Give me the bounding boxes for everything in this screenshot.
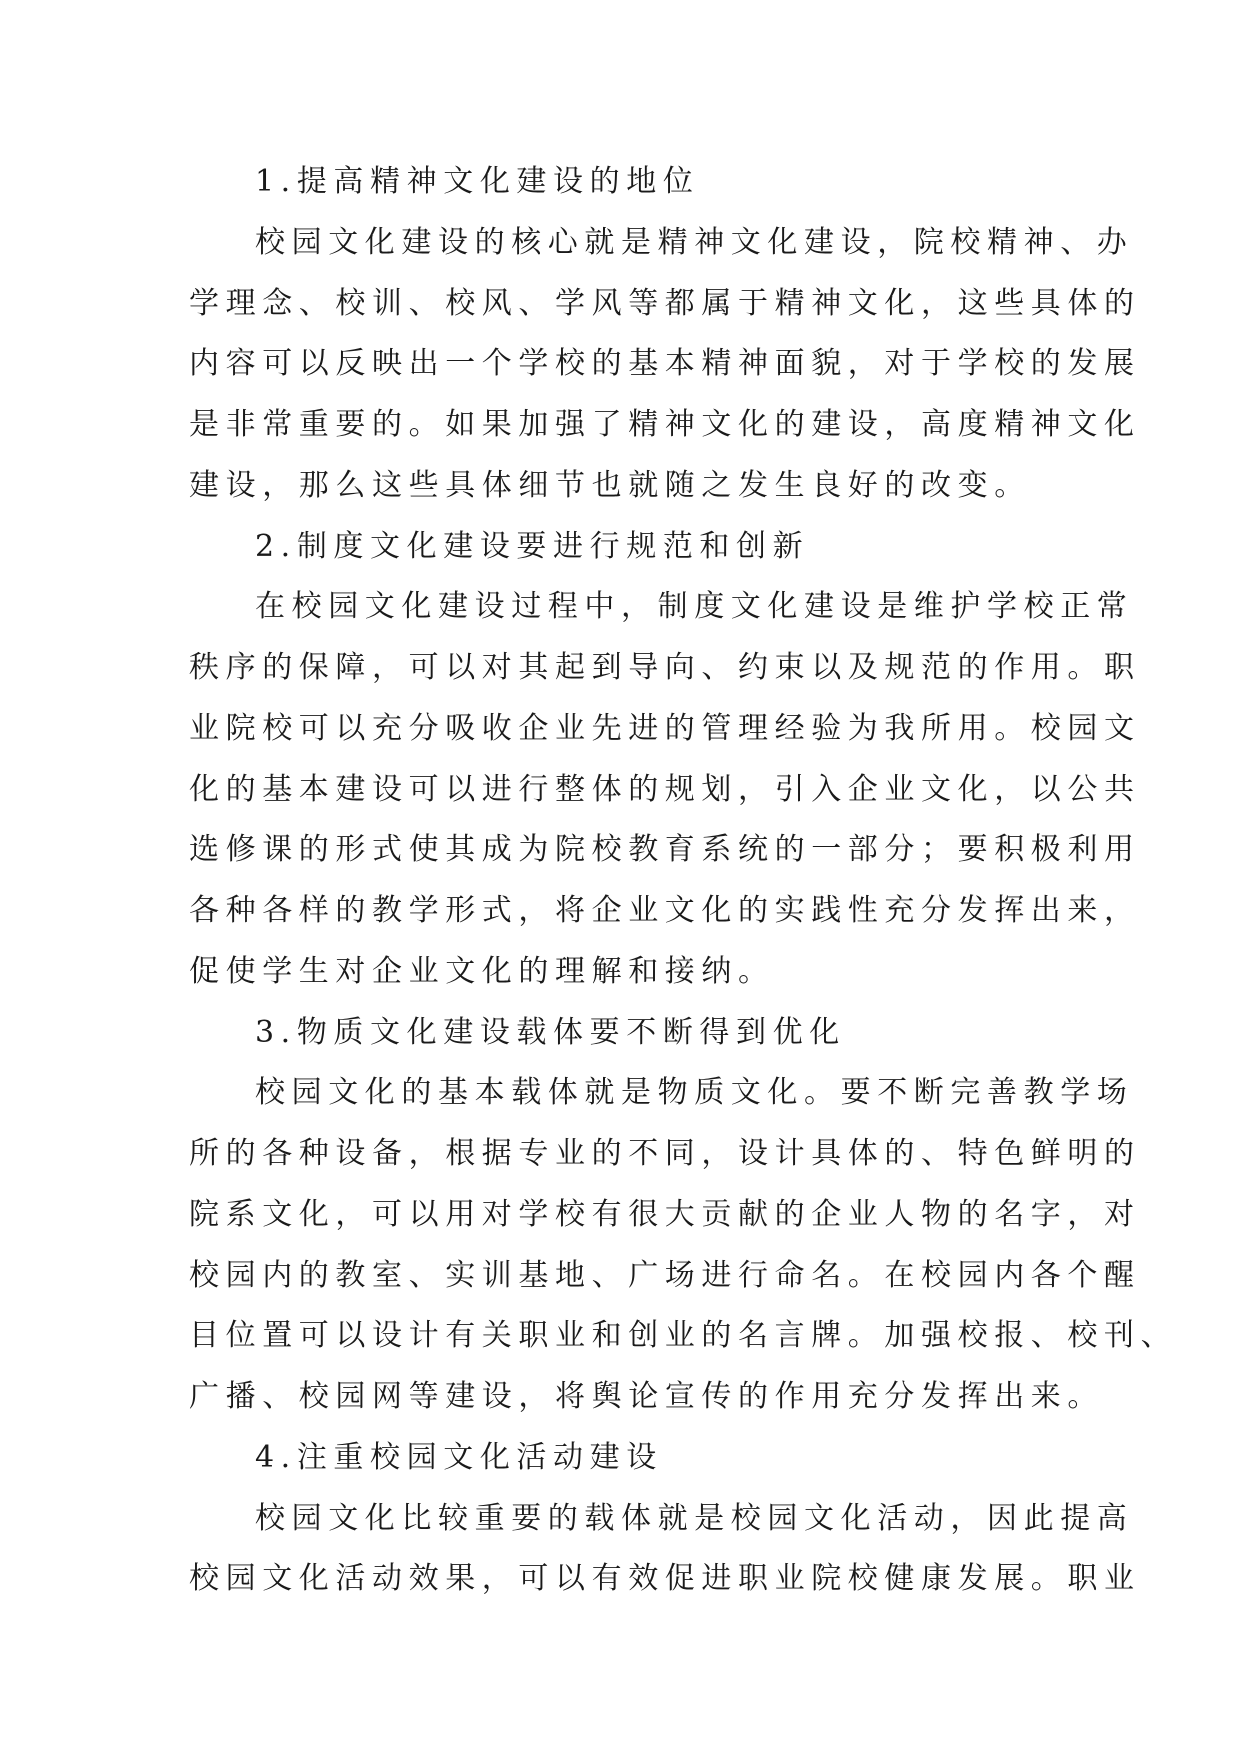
document-body xyxy=(189,152,1178,1610)
paragraph-line: 选修课的形式使其成为院校教育系统的一部分；要积极利用 xyxy=(189,832,1141,868)
paragraph-1 xyxy=(189,213,1141,517)
paragraph-line: 是非常重要的。如果加强了精神文化的建设，高度精神文化 xyxy=(189,407,1141,442)
paragraph-line: 校园文化比较重要的载体就是校园文化活动，因此提高 xyxy=(255,1500,1134,1536)
heading-line: 3.物质文化建设载体要不断得到优化 xyxy=(255,1014,846,1050)
paragraph-line: 所的各种设备，根据专业的不同，设计具体的、特色鲜明的 xyxy=(189,1136,1141,1171)
section-heading-4 xyxy=(189,1428,1069,1489)
paragraph-line: 学理念、校训、校风、学风等都属于精神文化，这些具体的 xyxy=(189,285,1141,321)
paragraph-line: 校园文化活动效果，可以有效促进职业院校健康发展。职业 xyxy=(189,1561,1141,1597)
paragraph-line: 业院校可以充分吸收企业先进的管理经验为我所用。校园文 xyxy=(189,710,1141,746)
paragraph-line: 校园文化的基本载体就是物质文化。要不断完善教学场 xyxy=(255,1075,1134,1111)
paragraph-line: 内容可以反映出一个学校的基本精神面貌，对于学校的发展 xyxy=(189,346,1141,382)
paragraph-2 xyxy=(189,577,1141,1002)
paragraph-line: 秩序的保障，可以对其起到导向、约束以及规范的作用。职 xyxy=(189,650,1141,685)
paragraph-line: 校园内的教室、实训基地、广场进行命名。在校园内各个醒 xyxy=(189,1257,1141,1293)
paragraph-line: 广播、校园网等建设，将舆论宣传的作用充分发挥出来。 xyxy=(189,1379,1104,1414)
paragraph-3 xyxy=(189,1063,1178,1428)
section-heading-1 xyxy=(189,152,1069,213)
paragraph-4 xyxy=(189,1489,1141,1611)
heading-line: 2.制度文化建设要进行规范和创新 xyxy=(255,528,810,564)
section-heading-3 xyxy=(189,1003,1069,1064)
paragraph-line: 化的基本建设可以进行整体的规划，引入企业文化，以公共 xyxy=(189,771,1141,807)
paragraph-line: 在校园文化建设过程中，制度文化建设是维护学校正常 xyxy=(255,589,1134,625)
paragraph-line: 促使学生对企业文化的理解和接纳。 xyxy=(189,953,775,989)
paragraph-line: 院系文化，可以用对学校有很大贡献的企业人物的名字，对 xyxy=(189,1196,1141,1232)
paragraph-line: 校园文化建设的核心就是精神文化建设，院校精神、办 xyxy=(255,224,1134,260)
paragraph-line: 建设，那么这些具体细节也就随之发生良好的改变。 xyxy=(189,467,1031,503)
paragraph-line: 各种各样的教学形式，将企业文化的实践性充分发挥出来， xyxy=(189,893,1141,928)
section-heading-2 xyxy=(189,517,1069,578)
paragraph-line: 目位置可以设计有关职业和创业的名言牌。加强校报、校刊、 xyxy=(189,1318,1178,1354)
heading-line: 1.提高精神文化建设的地位 xyxy=(255,164,700,199)
heading-line: 4.注重校园文化活动建设 xyxy=(255,1439,663,1475)
